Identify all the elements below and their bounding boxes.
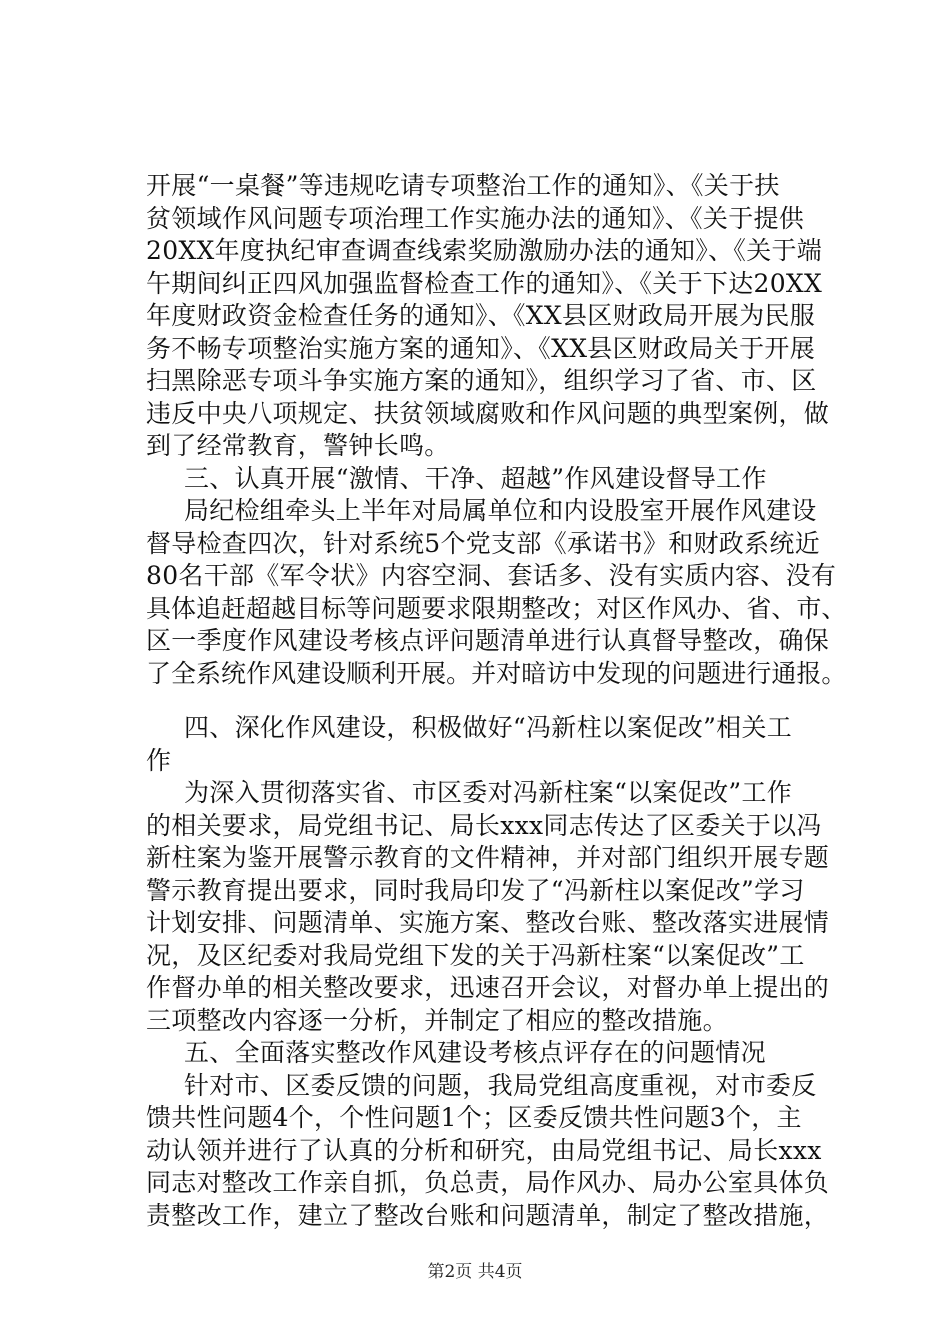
- text-line: 了全系统作风建设顺利开展。并对暗访中发现的问题进行通报。: [146, 658, 847, 688]
- text-line: 局纪检组牵头上半年对局属单位和内设股室开展作风建设: [184, 496, 817, 525]
- text-line: 警示教育提出要求，同时我局印发了“冯新柱以案促改”学习: [146, 875, 805, 905]
- text-line: 三项整改内容逐一分析，并制定了相应的整改措施。: [146, 1005, 728, 1035]
- text-line: 20XX年度执纪审查调查线索奖励激励办法的通知》、《关于端: [146, 236, 823, 265]
- text-line: 80名干部《军令状》内容空洞、套话多、没有实质内容、没有: [146, 561, 837, 590]
- text-line: 动认领并进行了认真的分析和研究，由局党组书记、局长xxx: [146, 1135, 822, 1165]
- text-line: 贫领域作风问题专项治理工作实施办法的通知》、《关于提供: [146, 203, 805, 233]
- text-line: 同志对整改工作亲自抓，负总责，局作风办、局办公室具体负: [146, 1168, 830, 1197]
- text-line: 针对市、区委反馈的问题，我局党组高度重视，对市委反: [184, 1070, 817, 1100]
- text-line: 计划安排、问题清单、实施方案、整改台账、整改落实进展情: [146, 908, 830, 937]
- text-line: 作督办单的相关整改要求，迅速召开会议，对督办单上提出的: [146, 973, 830, 1002]
- page-number-footer: 第2页 共4页: [427, 1262, 523, 1282]
- text-line: 区一季度作风建设考核点评问题清单进行认真督导整改，确保: [146, 626, 830, 655]
- text-line: 督导检查四次，针对系统5个党支部《承诺书》和财政系统近: [146, 528, 821, 558]
- text-line: 年度财政资金检查任务的通知》、《XX县区财政局开展为民服: [146, 301, 815, 330]
- text-line: 扫黑除恶专项斗争实施方案的通知》，组织学习了省、市、区: [146, 366, 817, 395]
- section-heading-3: 三、认真开展“激情、干净、超越”作风建设督导工作: [184, 463, 767, 493]
- text-line: 新柱案为鉴开展警示教育的文件精神，并对部门组织开展专题: [146, 843, 830, 872]
- text-line: 到了经常教育，警钟长鸣。: [146, 431, 450, 460]
- section-heading-5: 五、全面落实整改作风建设考核点评存在的问题情况: [184, 1038, 766, 1067]
- text-line: 开展“一桌餐”等违规吃请专项整治工作的通知》、《关于扶: [146, 171, 780, 200]
- text-line: 午期间纠正四风加强监督检查工作的通知》、《关于下达20XX: [146, 268, 823, 298]
- text-line: 的相关要求，局党组书记、局长xxx同志传达了区委关于以冯: [146, 810, 822, 840]
- text-line: 馈共性问题4个，个性问题1个；区委反馈共性问题3个，主: [146, 1103, 802, 1132]
- text-line: 具体追赶超越目标等问题要求限期整改；对区作风办、省、市、: [146, 593, 847, 623]
- text-line: 为深入贯彻落实省、市区委对冯新柱案“以案促改”工作: [184, 778, 793, 807]
- section-heading-4: 四、深化作风建设，积极做好“冯新柱以案促改”相关工: [184, 713, 793, 742]
- text-line: 务不畅专项整治实施方案的通知》、《XX县区财政局关于开展: [146, 333, 815, 363]
- section-heading-4-continued: 作: [146, 745, 172, 775]
- paragraph-gap: [146, 690, 846, 712]
- document-body: [146, 170, 846, 1232]
- text-line: 责整改工作，建立了整改台账和问题清单，制定了整改措施，: [146, 1200, 830, 1230]
- text-line: 况，及区纪委对我局党组下发的关于冯新柱案“以案促改”工: [146, 940, 805, 970]
- text-line: 违反中央八项规定、扶贫领域腐败和作风问题的典型案例，做: [146, 398, 830, 428]
